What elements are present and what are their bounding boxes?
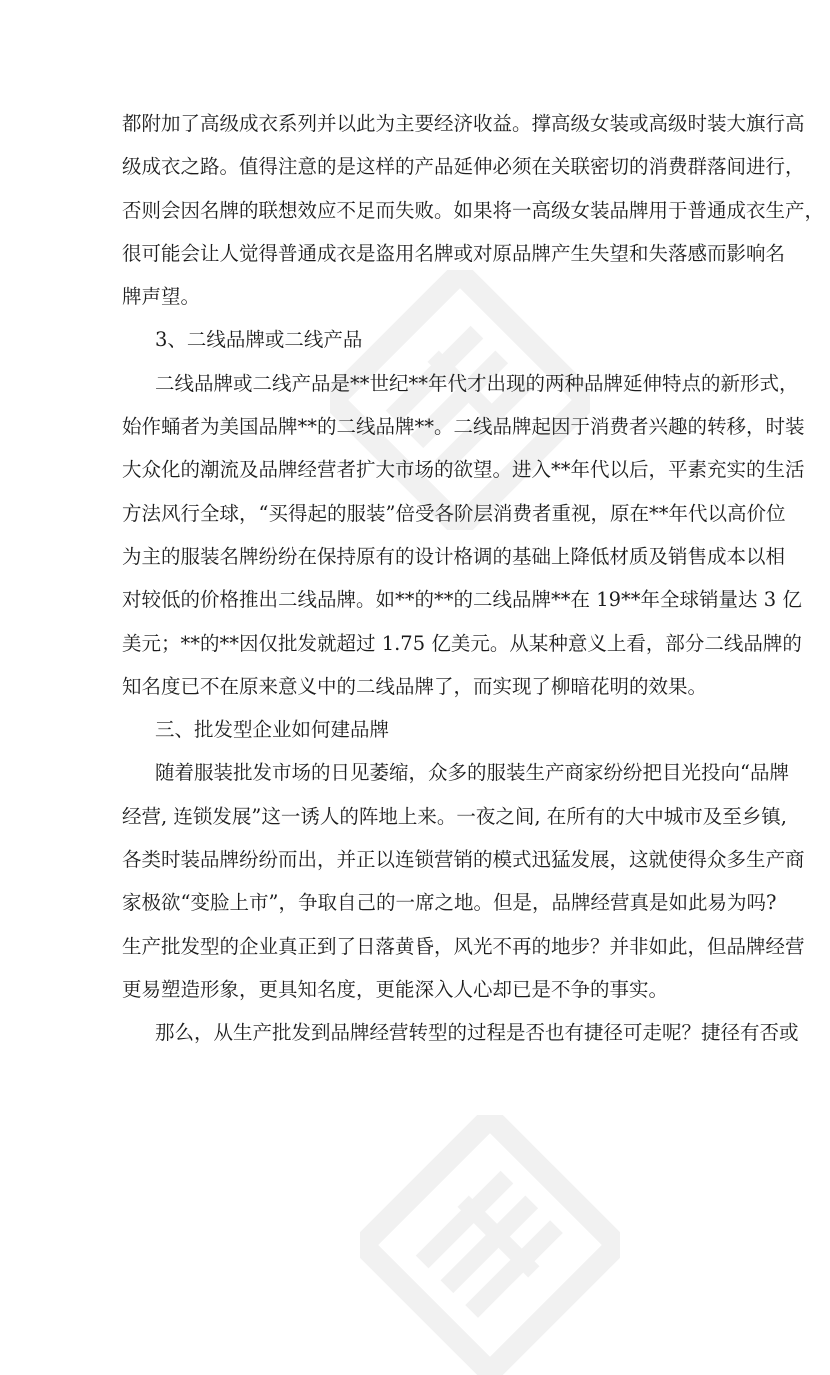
text-line: 很可能会让人觉得普通成衣是盗用名牌或对原品牌产生失望和失落感而影响名: [122, 241, 786, 265]
section-heading: 3、二线品牌或二线产品: [155, 328, 363, 352]
text-line: 始作蛹者为美国品牌**的二线品牌**。二线品牌起因于消费者兴趣的转移，时装: [122, 415, 805, 439]
text-line: 那么，从生产批发到品牌经营转型的过程是否也有捷径可走呢？捷径有否或: [155, 1021, 799, 1045]
text-line: 随着服装批发市场的日见萎缩，众多的服装生产商家纷纷把目光投向“品牌: [155, 761, 789, 785]
diamond-logo-watermark-icon: [360, 1115, 620, 1375]
text-line: 美元；**的**因仅批发就超过 1.75 亿美元。从某种意义上看，部分二线品牌的: [122, 631, 802, 655]
text-line: 都附加了高级成衣系列并以此为主要经济收益。撑高级女装或高级时装大旗行高: [122, 112, 805, 135]
section-heading: 三、批发型企业如何建品牌: [155, 718, 390, 742]
text-line: 牌声望。: [122, 285, 201, 309]
text-line: 否则会因名牌的联想效应不足而失败。如果将一高级女装品牌用于普通成衣生产，: [122, 198, 825, 222]
text-line: 更易塑造形象，更具知名度，更能深入人心却已是不争的事实。: [122, 977, 669, 1001]
text-line: 家极欲“变脸上市”，争取自己的一席之地。但是，品牌经营真是如此易为吗?: [122, 891, 777, 915]
text-line: 大众化的潮流及品牌经营者扩大市场的欲望。进入**年代以后，平素充实的生活: [122, 458, 805, 482]
text-line: 经营, 连锁发展”这一诱人的阵地上来。一夜之间, 在所有的大中城市及至乡镇,: [122, 804, 787, 828]
text-line: 生产批发型的企业真正到了日落黄昏，风光不再的地步？并非如此，但品牌经营: [122, 934, 805, 958]
text-line: 对较低的价格推出二线品牌。如**的**的二线品牌**在 19**年全球销量达 3 亿: [122, 588, 802, 612]
text-line: 二线品牌或二线产品是**世纪**年代才出现的两种品牌延伸特点的新形式，: [155, 371, 799, 395]
text-line: 各类时装品牌纷纷而出，并正以连锁营销的模式迅猛发展，这就使得众多生产商: [122, 848, 805, 872]
text-line: 为主的服装名牌纷纷在保持原有的设计格调的基础上降低材质及销售成本以相: [122, 544, 786, 568]
text-line: 方法风行全球，“买得起的服装”倍受各阶层消费者重视，原在**年代以高价位: [122, 501, 786, 525]
text-line: 级成衣之路。值得注意的是这样的产品延伸必须在关联密切的消费群落间进行，: [122, 155, 805, 179]
text-line: 知名度已不在原来意义中的二线品牌了，而实现了柳暗花明的效果。: [122, 674, 708, 698]
document-body: [122, 102, 825, 1055]
